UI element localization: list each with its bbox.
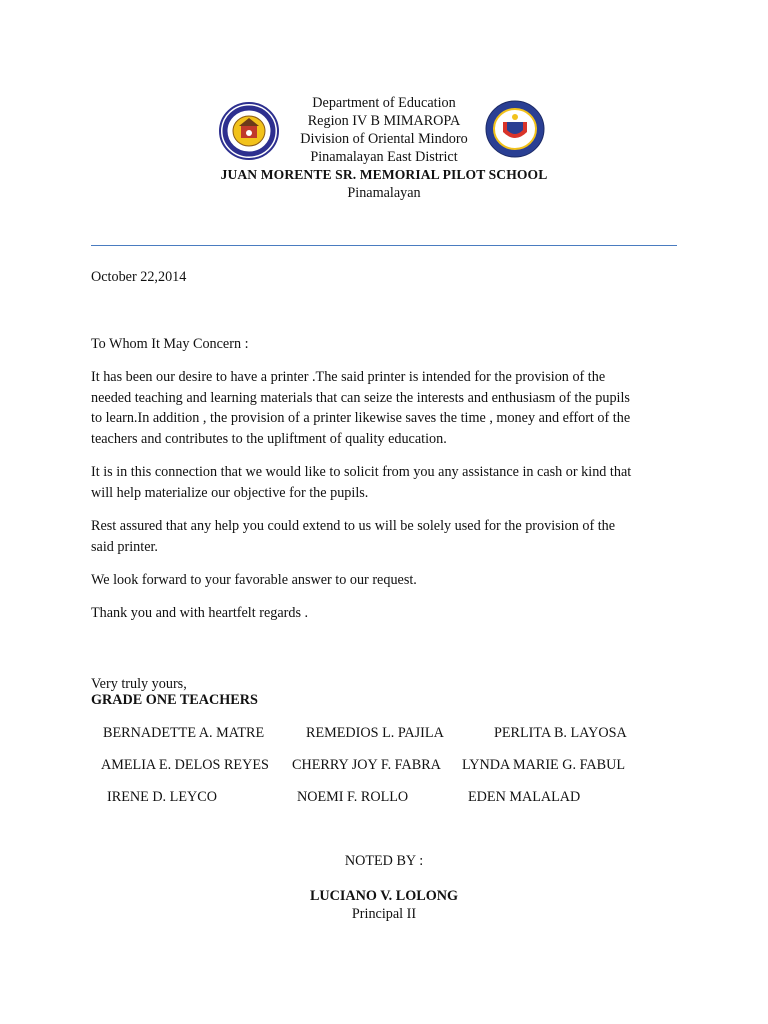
principal-name: LUCIANO V. LOLONG — [309, 888, 459, 904]
region-line: Region IV B MIMAROPA — [307, 113, 461, 129]
signatory-name: AMELIA E. DELOS REYES — [101, 757, 269, 773]
signatory-name: REMEDIOS L. PAJILA — [306, 725, 444, 741]
town-line: Pinamalayan — [347, 185, 421, 201]
header-divider — [91, 245, 677, 246]
signatory-name: BERNADETTE A. MATRE — [103, 725, 265, 741]
letterhead — [0, 92, 768, 212]
salutation: To Whom It May Concern : — [91, 336, 249, 352]
deped-line: Department of Education — [312, 95, 456, 111]
school-name: JUAN MORENTE SR. MEMORIAL PILOT SCHOOL — [220, 167, 548, 182]
noted-by-label: NOTED BY : — [344, 853, 424, 869]
division-line: Division of Oriental Mindoro — [300, 131, 468, 147]
signatory-name: PERLITA B. LAYOSA — [494, 725, 627, 741]
signatory-name: CHERRY JOY F. FABRA — [292, 757, 441, 773]
signatory-name: EDEN MALALAD — [468, 789, 581, 805]
closing: Very truly yours, — [91, 676, 187, 692]
paragraph-4: We look forward to your favorable answer to our request. — [91, 572, 417, 588]
paragraph-1: It has been our desire to have a printer .The said printer is intended for the provision of the needed teaching and learning materials that can seize the interests and enthusiasm of the pupils to learn.In addition , the provision of a printer likewise saves the time , money and effort of the teachers and contributes to the upliftment of quality education. — [91, 369, 631, 447]
signatory-name: LYNDA MARIE G. FABUL — [462, 757, 626, 773]
district-line: Pinamalayan East District — [310, 149, 458, 165]
group-name: GRADE ONE TEACHERS — [91, 692, 258, 708]
paragraph-2: It is in this connection that we would like to solicit from you any assistance in cash or kind that will help materialize our objective for the pupils. — [91, 464, 632, 501]
paragraph-3: Rest assured that any help you could extend to us will be solely used for the provision of the said printer. — [91, 518, 616, 555]
signatory-name: IRENE D. LEYCO — [107, 789, 217, 805]
paragraph-5: Thank you and with heartfelt regards . — [91, 605, 309, 621]
signatory-name: NOEMI F. ROLLO — [297, 789, 409, 805]
letter-date: October 22,2014 — [91, 269, 187, 285]
deped-seal-icon — [485, 100, 545, 158]
principal-title: Principal II — [351, 906, 417, 922]
